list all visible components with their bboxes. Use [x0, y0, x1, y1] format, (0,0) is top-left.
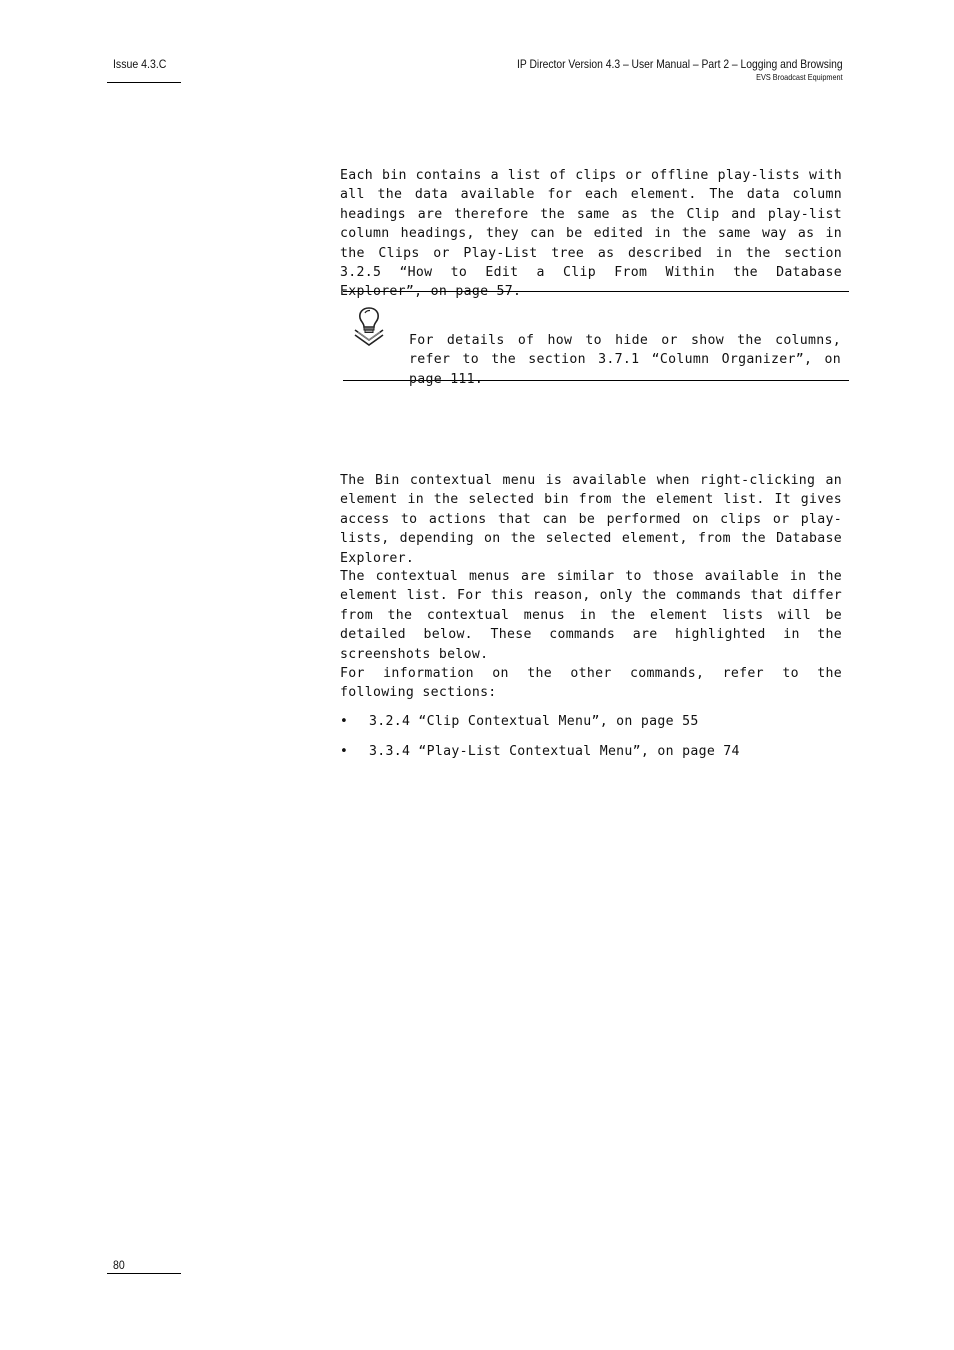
contextual-menus-paragraph: The contextual menus are similar to those available in the element list. For this reason, only the commands that differ from the contextual menus in the element lists will be detailed below. These commands are highlighted in the screenshots below. [340, 569, 842, 662]
manual-title: IP Director Version 4.3 – User Manual – Part 2 – Logging and Browsing [517, 57, 843, 71]
footer-rule [107, 1273, 181, 1274]
list-item [340, 712, 842, 731]
reference-list [340, 712, 842, 772]
list-item [340, 742, 842, 761]
issue-label: Issue 4.3.C [113, 57, 167, 71]
bin-contextual-menu-paragraph: The Bin contextual menu is available when right-clicking an element in the selected bin from the element list. It gives access to actions that can be performed on clips or play-lists, depending on the selected element, from the Database Explorer. [340, 473, 842, 566]
running-header [464, 57, 843, 82]
reference-link-clip-contextual-menu[interactable]: 3.2.4 “Clip Contextual Menu”, on page 55 [369, 714, 699, 729]
other-commands-paragraph: For information on the other commands, refer to the following sections: [340, 666, 842, 701]
company-name: EVS Broadcast Equipment [756, 72, 843, 82]
bullet-glyph: • [340, 744, 349, 759]
note-box [343, 291, 849, 387]
bullet-glyph: • [340, 714, 349, 729]
note-icon [353, 304, 385, 346]
header-rule [107, 82, 181, 83]
note-text: For details of how to hide or show the columns, refer to the section 3.7.1 “Column Organizer”, on page 111. [409, 333, 841, 387]
page-number: 80 [113, 1258, 125, 1272]
bin-contents-paragraph: Each bin contains a list of clips or offline play-lists with all the data available for each element. The data column headings are therefore the same as the Clip and play-list column headings, they can be edited in the same way as in the Clips or Play-List tree as described in the section 3.2.5 “How to Edit a Clip From Within the Database Explorer”, on page 57. [340, 168, 842, 300]
reference-link-playlist-contextual-menu[interactable]: 3.3.4 “Play-List Contextual Menu”, on page 74 [369, 744, 740, 759]
